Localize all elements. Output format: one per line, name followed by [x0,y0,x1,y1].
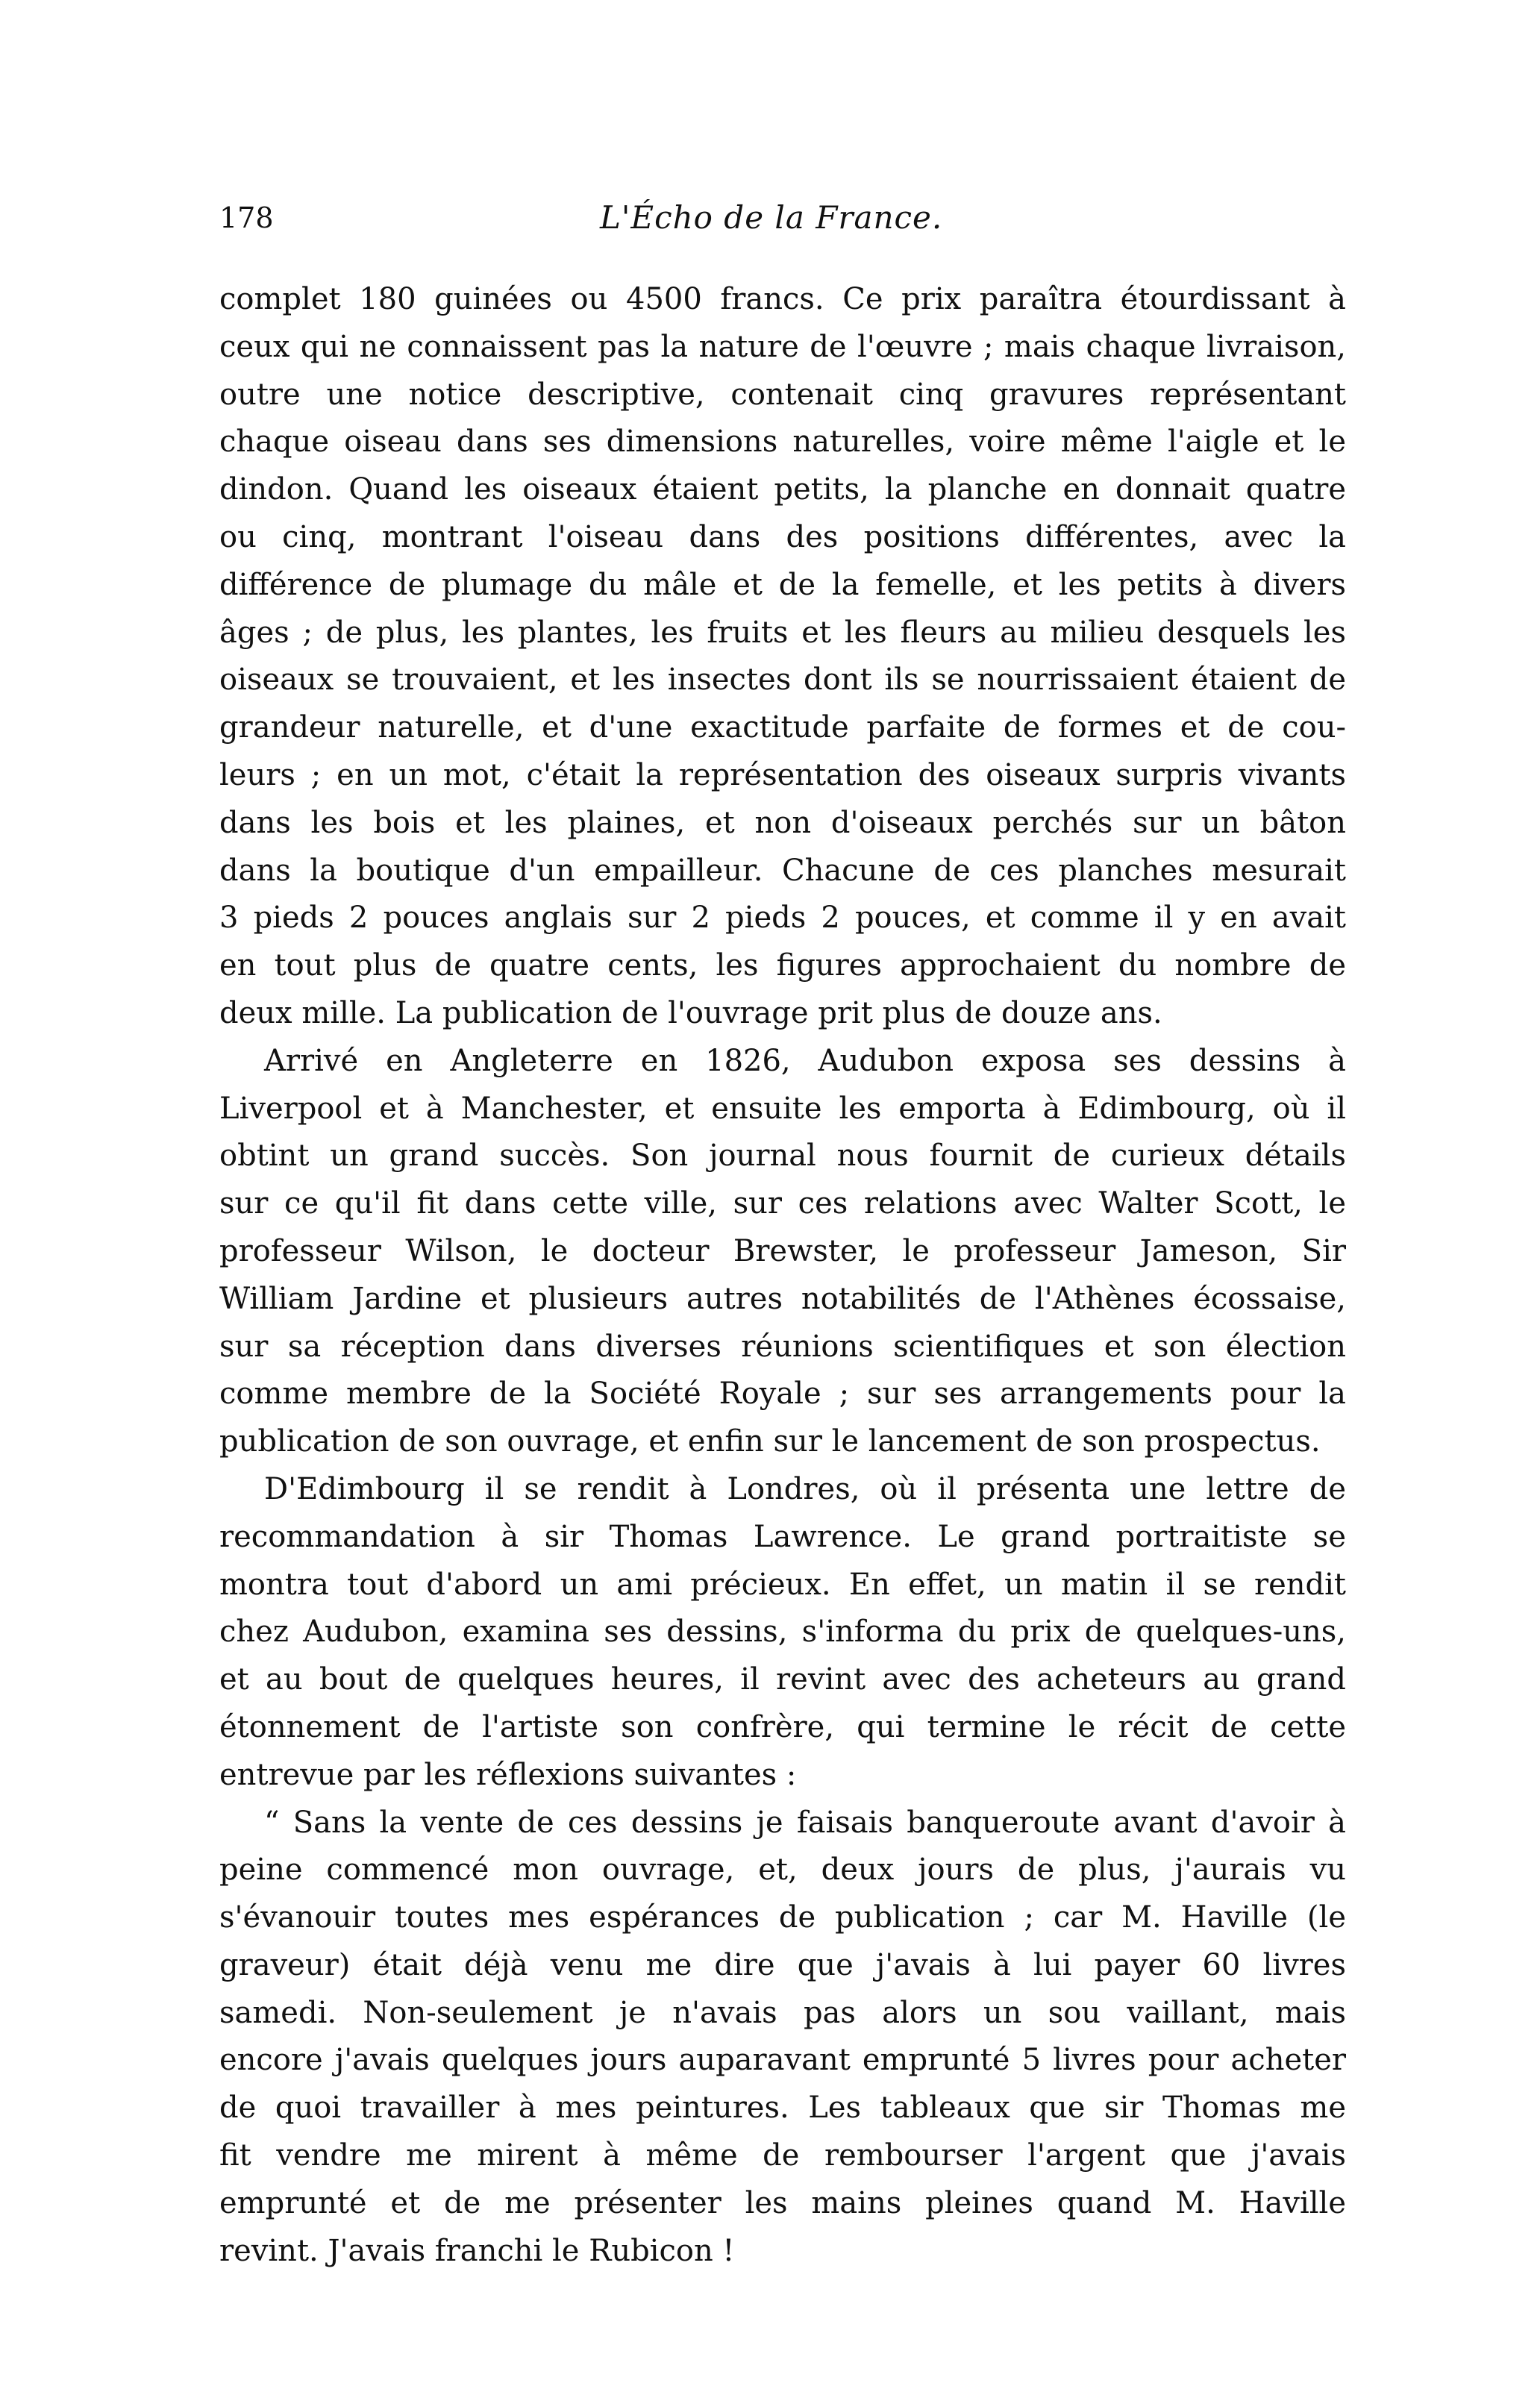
text-line: étonnement de l'artiste son confrère, qui termine le récit de cette [219,1709,1346,1744]
text-line: samedi. Non-seulement je n'avais pas alors un sou vaillant, mais [219,1995,1346,2030]
text-line: différence de plumage du mâle et de la femelle, et les petits à divers [219,567,1346,602]
running-title: L'Écho de la France. [600,199,943,236]
text-line: publication de son ouvrage, et enfin sur le lancement de son prospectus. [219,1424,1321,1459]
text-line: leurs ; en un mot, c'était la représentation des oiseaux surpris vivants [219,757,1346,792]
text-line: professeur Wilson, le docteur Brewster, le professeur Jameson, Sir [219,1233,1346,1268]
body-text [219,276,1346,2275]
text-line: revint. J'avais franchi le Rubicon ! [219,2233,735,2268]
text-line: deux mille. La publication de l'ouvrage prit plus de douze ans. [219,995,1162,1030]
text-line: âges ; de plus, les plantes, les fruits et les fleurs au milieu desquels les [219,615,1346,650]
text-line: encore j'avais quelques jours auparavant emprunté 5 livres pour acheter [219,2043,1346,2078]
text-line: ceux qui ne connaissent pas la nature de l'œuvre ; mais chaque livraison, [219,329,1346,364]
text-line: chez Audubon, examina ses dessins, s'informa du prix de quelques-uns, [219,1615,1346,1650]
text-line: fit vendre me mirent à même de rembourser l'argent que j'avais [219,2138,1346,2173]
text-line: Arrivé en Angleterre en 1826, Audubon exposa ses dessins à [264,1043,1346,1078]
text-line: dans la boutique d'un empailleur. Chacune de ces planches mesurait [219,853,1346,888]
text-line: recommandation à sir Thomas Lawrence. Le grand portraitiste se [219,1519,1346,1554]
text-line: comme membre de la Société Royale ; sur ses arrangements pour la [219,1377,1346,1412]
text-line: Liverpool et à Manchester, et ensuite les emporta à Edimbourg, où il [219,1091,1346,1126]
text-line: complet 180 guinées ou 4500 francs. Ce prix paraîtra étourdissant à [219,282,1346,316]
text-line: ou cinq, montrant l'oiseau dans des positions différentes, avec la [219,519,1346,554]
text-line: sur sa réception dans diverses réunions scientifiques et son élection [219,1329,1346,1364]
text-line: obtint un grand succès. Son journal nous fournit de curieux détails [219,1139,1346,1174]
text-line: et au bout de quelques heures, il revint avec des acheteurs au grand [219,1662,1346,1697]
text-line: sur ce qu'il fit dans cette ville, sur ces relations avec Walter Scott, le [219,1186,1346,1221]
text-line: D'Edimbourg il se rendit à Londres, où il présenta une lettre de [264,1471,1346,1506]
text-line: emprunté et de me présenter les mains pleines quand M. Haville [219,2185,1346,2220]
text-line: chaque oiseau dans ses dimensions naturelles, voire même l'aigle et le [219,425,1346,460]
text-line: dans les bois et les plaines, et non d'oiseaux perchés sur un bâton [219,805,1346,840]
text-line: outre une notice descriptive, contenait cinq gravures représentant [219,377,1346,412]
text-line: s'évanouir toutes mes espérances de publication ; car M. Haville (le [219,1900,1346,1935]
text-line: dindon. Quand les oiseaux étaient petits, la planche en donnait quatre [219,472,1346,507]
text-line: William Jardine et plusieurs autres notabilités de l'Athènes écossaise, [219,1281,1346,1316]
text-line: peine commencé mon ouvrage, et, deux jours de plus, j'aurais vu [219,1853,1346,1888]
text-line: en tout plus de quatre cents, les figures approchaient du nombre de [219,948,1346,983]
text-line: “ Sans la vente de ces dessins je faisais banqueroute avant d'avoir à [264,1805,1346,1840]
page-number: 178 [219,201,274,234]
page-header [219,195,1339,240]
text-line: entrevue par les réflexions suivantes : [219,1757,797,1792]
text-line: de quoi travailler à mes peintures. Les tableaux que sir Thomas me [219,2091,1346,2126]
text-line: oiseaux se trouvaient, et les insectes dont ils se nourrissaient étaient de [219,663,1346,698]
text-line: graveur) était déjà venu me dire que j'avais à lui payer 60 livres [219,1947,1346,1982]
text-line: 3 pieds 2 pouces anglais sur 2 pieds 2 pouces, et comme il y en avait [219,901,1346,936]
text-line: grandeur naturelle, et d'une exactitude parfaite de formes et de cou- [219,710,1346,745]
text-line: montra tout d'abord un ami précieux. En effet, un matin il se rendit [219,1567,1346,1602]
